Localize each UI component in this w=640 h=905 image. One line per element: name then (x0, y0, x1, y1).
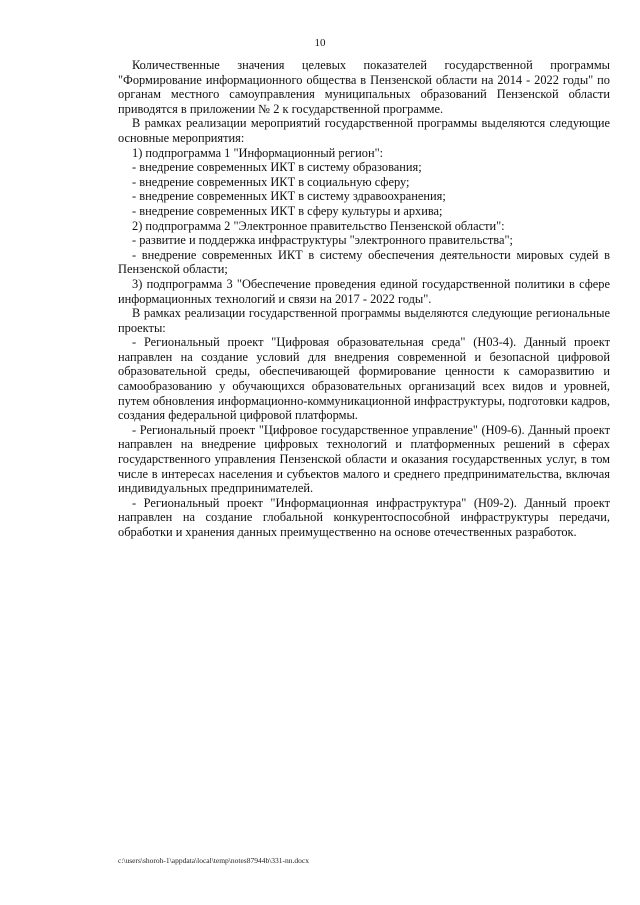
list-item-ikt-health: - внедрение современных ИКТ в систему здравоохранения; (132, 189, 446, 204)
list-item-subprogram-3: 3) подпрограмма 3 "Обеспечение проведения единой государственной политики в сфере информационных технологий и связи на 2017 - 2022 годы". (118, 276, 610, 306)
list-item-egov-infrastructure: - развитие и поддержка инфраструктуры "электронного правительства"; (132, 233, 513, 248)
list-item-ikt-culture: - внедрение современных ИКТ в сферу культуры и архива; (132, 203, 443, 218)
list-item-ikt-social: - внедрение современных ИКТ в социальную сферу; (132, 174, 410, 189)
list-item-ikt-education: - внедрение современных ИКТ в систему образования; (132, 160, 422, 175)
footer-file-path: c:\users\shoroh-1\appdata\local\temp\notes87944b\331-nn.docx (118, 856, 310, 865)
list-item-project-digital-education: - Региональный проект "Цифровая образовательная среда" (Н03-4). Данный проект направлен на создание условий для внедрения современной и безопасной цифровой образовательной среды, обеспечивающей формирование ценности к саморазвитию и самообразованию у обучающихся образовательных организаций всех видов и уровней, путем обновления информационно-коммуникационной инфраструктуры, подготовки кадров, создания федеральной цифровой платформы. (118, 335, 610, 423)
paragraph-regional-projects-intro: В рамках реализации государственной программы выделяются следующие региональные проекты: (118, 306, 610, 335)
paragraph-target-indicators: Количественные значения целевых показателей государственной программы "Формирование информационного общества в Пензенской области на 2014 - 2022 годы" по органам местного самоуправления муниципальных образований Пензенской области приводятся в приложении № 2 к государственной программе. (118, 58, 610, 116)
page-number: 10 (314, 37, 326, 49)
list-item-ikt-judges: - внедрение современных ИКТ в систему обеспечения деятельности мировых судей в Пензенской области; (118, 247, 610, 277)
list-item-project-info-infrastructure: - Региональный проект "Информационная инфраструктура" (Н09-2). Данный проект направлен на создание глобальной конкурентоспособной инфраструктуры передачи, обработки и хранения данных преимущественно на основе отечественных разработок. (118, 495, 610, 539)
list-item-subprogram-2: 2) подпрограмма 2 "Электронное правительство Пензенской области": (132, 218, 505, 233)
paragraph-main-activities-intro: В рамках реализации мероприятий государственной программы выделяются следующие основные мероприятия: (118, 116, 610, 145)
list-item-subprogram-1: 1) подпрограмма 1 "Информационный регион": (132, 145, 384, 160)
document-body (118, 58, 610, 540)
list-item-project-digital-government: - Региональный проект "Цифровое государственное управление" (Н09-6). Данный проект направлен на внедрение цифровых технологий и платформенных решений в сферах государственного управления Пензенской области и оказания государственных услуг, в том числе в интересах населения и субъектов малого и среднего предпринимательства, включая индивидуальных предпринимателей. (118, 422, 610, 496)
